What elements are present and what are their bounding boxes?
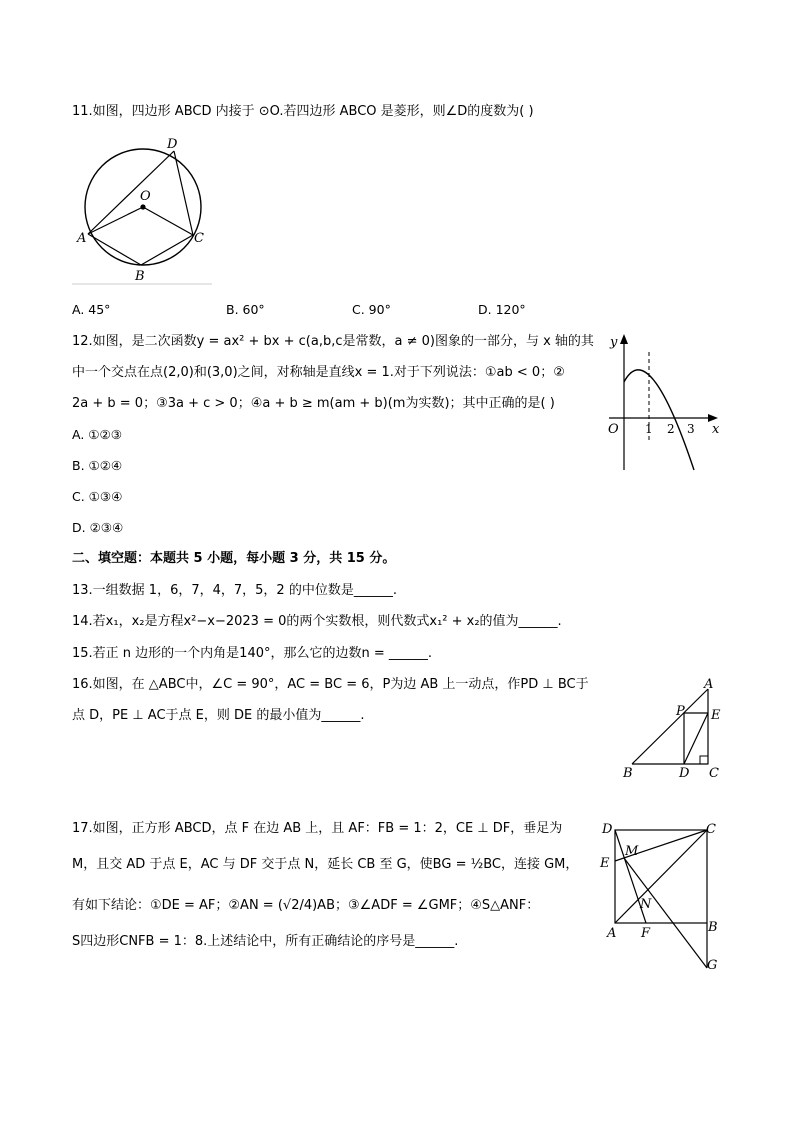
q16-line2: 点 D，PE ⊥ AC于点 E，则 DE 的最小值为______.	[72, 708, 365, 723]
q16-triangle-figure	[622, 677, 726, 781]
label-b: B	[708, 920, 718, 935]
label-d: D	[167, 137, 178, 152]
tick-3: 3	[687, 422, 695, 436]
q17-square-figure	[596, 820, 726, 975]
center-dot	[140, 204, 145, 209]
tick-1: 1	[645, 422, 653, 436]
x-axis-arrow	[708, 414, 718, 422]
label-o: O	[140, 189, 151, 204]
q12-option-d: D. ②③④	[72, 520, 124, 535]
label-e: E	[600, 856, 610, 871]
q15-text: 15.若正 n 边形的一个内角是140°，那么它的边数n = ______.	[72, 646, 433, 661]
section-2-heading: 二、填空题：本题共 5 小题，每小题 3 分，共 15 分。	[72, 551, 396, 566]
segment-ab	[632, 689, 708, 764]
right-angle-mark	[700, 756, 708, 764]
label-a: A	[77, 231, 87, 246]
q14-text: 14.若x₁，x₂是方程x²−x−2023 = 0的两个实数根，则代数式x₁² + x₂的值为______.	[72, 614, 562, 629]
q11-option-d: D. 120°	[478, 302, 526, 317]
q13-text: 13.一组数据 1，6，7，4，7，5，2 的中位数是______.	[72, 583, 397, 598]
q11-option-c: C. 90°	[352, 302, 391, 317]
q12-parabola-graph	[604, 330, 726, 475]
label-p: P	[676, 704, 685, 719]
label-x: x	[712, 422, 720, 437]
segment-dc	[174, 151, 193, 235]
q12-line1: 12.如图，是二次函数y = ax² + bx + c(a,b,c是常数，a ≠ 0)图象的一部分，与 x 轴的其	[72, 334, 594, 349]
label-c: C	[194, 231, 204, 246]
label-b: B	[623, 766, 633, 781]
q11-stem: 11.如图，四边形 ABCD 内接于 ⊙O.若四边形 ABCO 是菱形，则∠D的度数为( )	[72, 104, 534, 119]
q12-option-b: B. ①②④	[72, 458, 123, 473]
label-d: D	[602, 822, 613, 837]
label-a: A	[607, 926, 617, 941]
q17-line4: S四边形CNFB = 1：8.上述结论中，所有正确结论的序号是______.	[72, 934, 459, 949]
label-c: C	[709, 766, 719, 781]
label-f: F	[641, 926, 651, 941]
label-origin: O	[608, 422, 619, 437]
q12-line3: 2a + b = 0；③3a + c > 0；④a + b ≥ m(am + b)(m为实数)；其中正确的是( )	[72, 396, 555, 411]
label-d: D	[679, 766, 690, 781]
segment-ab	[88, 234, 141, 265]
q17-line2: M，且交 AD 于点 E，AC 与 DF 交于点 N，延长 CB 至 G，使BG = ½BC，连接 GM，	[72, 857, 579, 872]
q11-circle-figure	[72, 134, 217, 286]
parabola-curve	[624, 370, 694, 470]
q17-line3: 有如下结论：①DE = AF；②AN = (√2/4)AB；③∠ADF = ∠GMF；④S△ANF：	[72, 898, 540, 913]
tick-2: 2	[667, 422, 675, 436]
segment-ao	[88, 207, 143, 234]
label-c: C	[706, 822, 716, 837]
q17-line1: 17.如图，正方形 ABCD，点 F 在边 AB 上，且 AF：FB = 1：2，CE ⊥ DF，垂足为	[72, 821, 563, 836]
label-e: E	[711, 708, 721, 723]
y-axis-arrow	[620, 334, 628, 344]
segment-ad	[88, 151, 174, 234]
q16-line1: 16.如图，在 △ABC中，∠C = 90°，AC = BC = 6，P为边 AB 上一动点，作PD ⊥ BC于	[72, 677, 589, 692]
q12-option-a: A. ①②③	[72, 427, 122, 442]
label-y: y	[610, 335, 618, 350]
label-n: N	[640, 897, 652, 912]
q11-option-a: A. 45°	[72, 302, 111, 317]
q12-option-c: C. ①③④	[72, 489, 123, 504]
label-g: G	[707, 958, 718, 973]
label-b: B	[135, 269, 145, 284]
segment-oc	[143, 207, 193, 235]
q12-line2: 中一个交点在点(2,0)和(3,0)之间，对称轴是直线x = 1.对于下列说法：①ab < 0；②	[72, 365, 565, 380]
label-a: A	[704, 677, 714, 692]
q11-option-b: B. 60°	[226, 302, 265, 317]
segment-gm	[624, 858, 707, 968]
label-m: M	[625, 844, 639, 859]
